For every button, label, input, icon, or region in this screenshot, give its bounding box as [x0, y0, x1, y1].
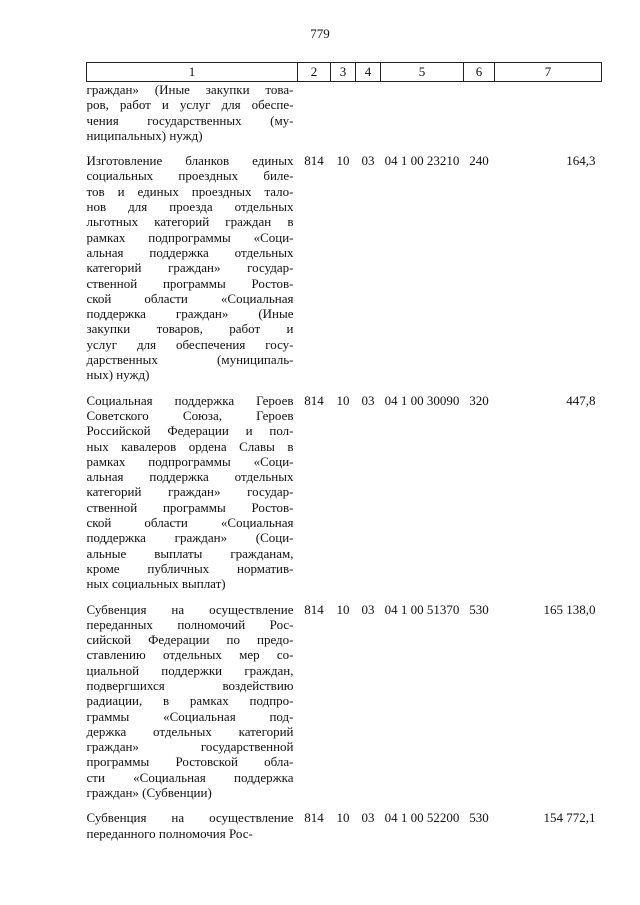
cell-amount: 447,8: [566, 392, 596, 408]
cell-ministry-code: 814: [304, 153, 324, 169]
cell-expense-type: 320: [469, 392, 489, 408]
description-line: радиации, в рамках подпро-: [86, 693, 294, 709]
cell-subsection-code: 03: [361, 153, 375, 169]
description-line: ственной программы Ростов-: [86, 275, 294, 291]
description-line: граждан» государственной: [86, 739, 294, 755]
header-cell-3: 3: [331, 63, 356, 82]
cell-amount: 165 138,0: [543, 601, 596, 617]
description-line: нов для проезда отдельных: [86, 199, 294, 215]
page-number: 779: [310, 26, 330, 41]
description-line: граждан» (Субвенции): [86, 785, 212, 801]
description-line: ных) нужд): [86, 367, 150, 383]
description-line: ров, работ и услуг для обеспе-: [86, 97, 294, 113]
cell-ministry-code: [298, 82, 331, 154]
cell-target-article: 04 1 00 30090: [384, 392, 460, 408]
description-line: услуг для обеспечения госу-: [86, 336, 294, 352]
description-line: ных кавалеров ордена Славы в: [86, 438, 294, 454]
description-line: льготных категорий граждан в: [86, 214, 294, 230]
header-cell-7: 7: [495, 63, 602, 82]
description-line: ственной программы Ростов-: [86, 499, 294, 515]
row-description: [87, 602, 298, 811]
description-line: Российской Федерации и пол-: [86, 423, 294, 439]
description-line: ской области «Социальная: [86, 290, 294, 306]
description-line: переданных полномочий Рос-: [86, 616, 294, 632]
description-line: тов и единых проездных тало-: [86, 183, 294, 199]
description-line: ных социальных выплат): [86, 576, 226, 592]
description-line: сти «Социальная поддержка: [86, 769, 294, 785]
description-line: ставлению отдельных мер со-: [86, 647, 294, 663]
header-cell-2: 2: [298, 63, 331, 82]
description-line: социальных проездных биле-: [86, 168, 294, 184]
header-cell-1: 1: [87, 63, 298, 82]
table-row: [87, 810, 602, 851]
description-line: циальной поддержки граждан,: [86, 662, 294, 678]
budget-table: [86, 62, 602, 851]
cell-subsection-code: 03: [361, 601, 375, 617]
cell-subsection-code: [356, 82, 381, 154]
description-line: дарственных (муниципаль-: [86, 352, 294, 368]
cell-ministry-code: 814: [304, 392, 324, 408]
header-cell-4: 4: [356, 63, 381, 82]
description-line: Субвенция на осуществление: [86, 601, 294, 617]
description-line: категорий граждан» государ-: [86, 484, 294, 500]
cell-target-article: 04 1 00 52200: [384, 810, 460, 826]
description-line: граммы «Социальная под-: [86, 708, 294, 724]
cell-expense-type: 530: [469, 810, 489, 826]
cell-section-code: 10: [336, 601, 350, 617]
cell-expense-type: [464, 82, 495, 154]
cell-subsection-code: 03: [361, 810, 375, 826]
cell-section-code: 10: [336, 153, 350, 169]
description-line: закупки товаров, работ и: [86, 321, 294, 337]
description-line: альная поддержка отдельных: [86, 244, 294, 260]
cell-expense-type: 240: [469, 153, 489, 169]
table-row: [87, 602, 602, 811]
description-line: поддержка граждан» (Иные: [86, 306, 294, 322]
description-line: рамках подпрограммы «Соци-: [86, 453, 294, 469]
description-line: альные выплаты гражданам,: [86, 545, 294, 561]
cell-section-code: 10: [336, 810, 350, 826]
cell-target-article: 04 1 00 23210: [384, 153, 460, 169]
description-line: кроме публичных норматив-: [86, 560, 294, 576]
description-line: переданного полномочия Рос-: [86, 825, 253, 841]
description-line: держка отдельных категорий: [86, 723, 294, 739]
description-line: Субвенция на осуществление: [86, 810, 294, 826]
description-line: рамках подпрограммы «Соци-: [86, 229, 294, 245]
description-line: подвергшихся воздействию: [86, 677, 294, 693]
description-line: программы Ростовской обла-: [86, 754, 294, 770]
description-line: поддержка граждан» (Соци-: [86, 530, 294, 546]
row-description: [87, 393, 298, 602]
row-description: [87, 810, 298, 851]
description-line: Социальная поддержка Героев: [86, 392, 294, 408]
description-line: Изготовление бланков единых: [86, 153, 294, 169]
cell-amount: [495, 82, 602, 154]
description-line: альная поддержка отдельных: [86, 469, 294, 485]
header-cell-5: 5: [381, 63, 464, 82]
cell-section-code: 10: [336, 392, 350, 408]
description-line: Советского Союза, Героев: [86, 407, 294, 423]
cell-expense-type: 530: [469, 601, 489, 617]
description-line: сийской Федерации по предо-: [86, 632, 294, 648]
cell-ministry-code: 814: [304, 810, 324, 826]
table-row: [87, 82, 602, 154]
cell-target-article: 04 1 00 51370: [384, 601, 460, 617]
cell-subsection-code: 03: [361, 392, 375, 408]
cell-amount: 154 772,1: [543, 810, 596, 826]
cell-amount: 164,3: [566, 153, 596, 169]
cell-target-article: [381, 82, 464, 154]
row-description: [87, 82, 298, 154]
description-line: граждан» (Иные закупки това-: [86, 82, 294, 97]
header-row: [87, 63, 602, 82]
row-description: [87, 153, 298, 392]
header-cell-6: 6: [464, 63, 495, 82]
table-row: [87, 153, 602, 392]
description-line: чения государственных (му-: [86, 112, 294, 128]
description-line: ниципальных) нужд): [86, 127, 203, 143]
table-row: [87, 393, 602, 602]
cell-section-code: [331, 82, 356, 154]
cell-ministry-code: 814: [304, 601, 324, 617]
description-line: ской области «Социальная: [86, 515, 294, 531]
description-line: категорий граждан» государ-: [86, 260, 294, 276]
